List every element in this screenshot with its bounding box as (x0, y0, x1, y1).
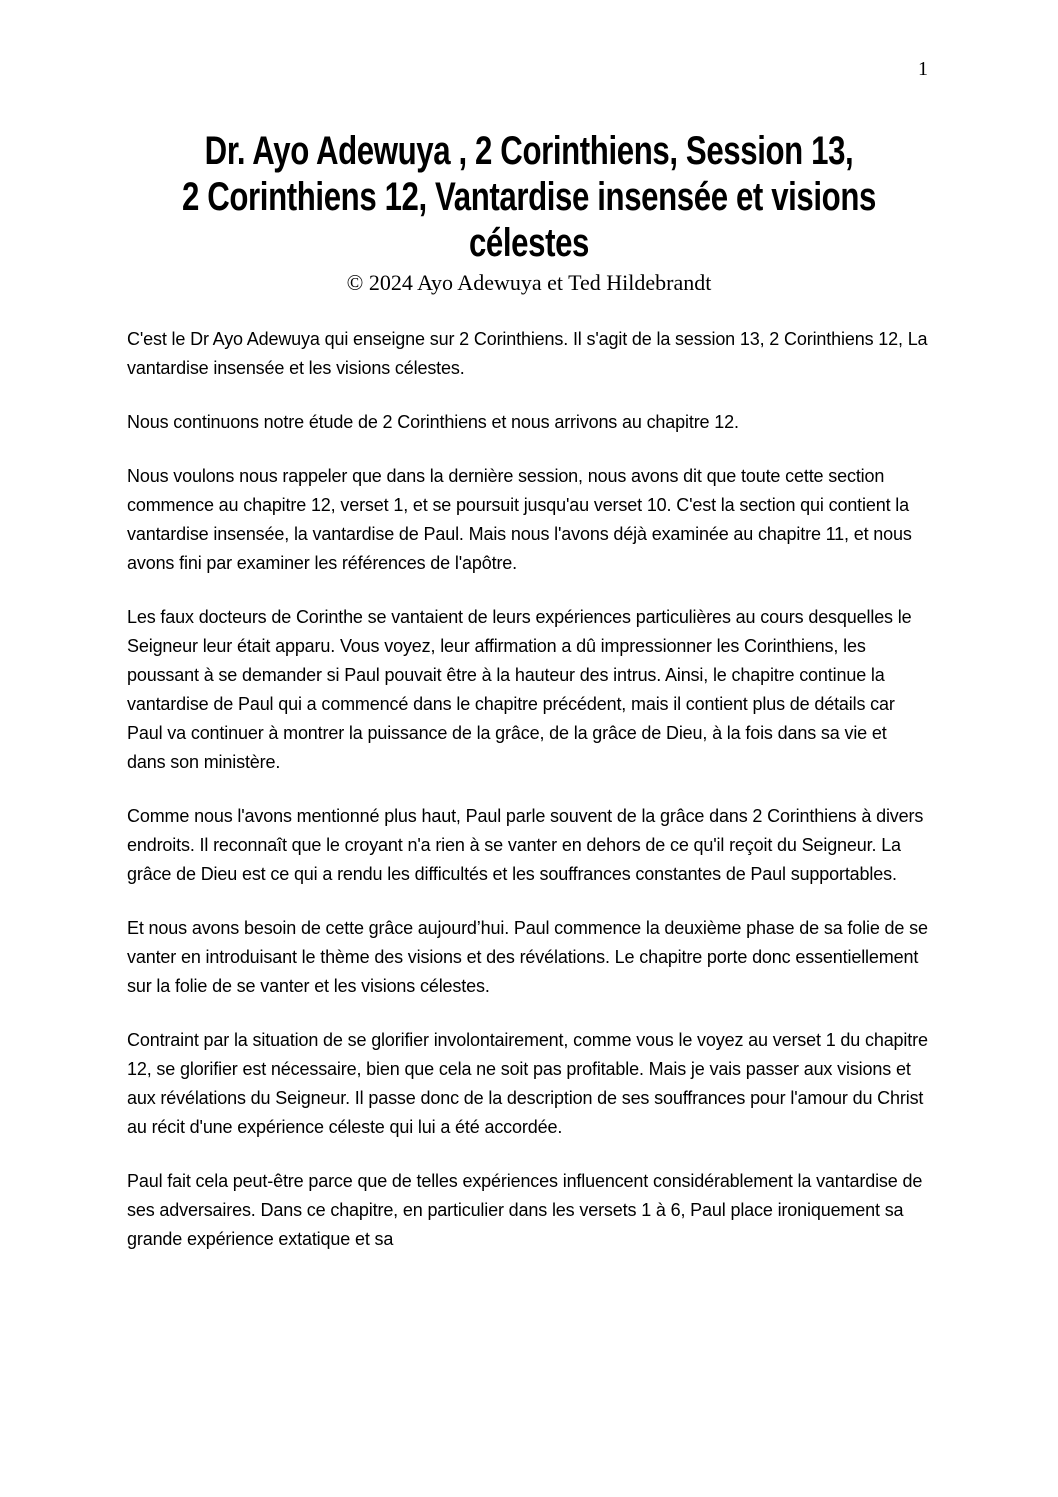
paragraph: Comme nous l'avons mentionné plus haut, Paul parle souvent de la grâce dans 2 Corinthiens à divers endroits. Il reconnaît que le croyant n'a rien à se vanter en dehors de ce qu'il reçoit du Seigneur. La grâce de Dieu est ce qui a rendu les difficultés et les souffrances constantes de Paul supportables. (127, 806, 924, 884)
paragraph: Et nous avons besoin de cette grâce aujourd’hui. Paul commence la deuxième phase de sa folie de se vanter en introduisant le thème des visions et des révélations. Le chapitre porte donc essentiellement sur la folie de se vanter et les visions célestes. (127, 918, 928, 996)
title-line-3: célestes (468, 221, 590, 265)
paragraph: Contraint par la situation de se glorifier involontairement, comme vous le voyez au verset 1 du chapitre 12, se glorifier est nécessaire, bien que cela ne soit pas profitable. Mais je vais passer aux visions et aux révélations du Seigneur. Il passe donc de la description de ses souffrances pour l'amour du Christ au récit d'une expérience céleste qui lui a été accordée. (127, 1030, 928, 1137)
title-line-2: 2 Corinthiens 12, Vantardise insensée et visions (182, 175, 876, 219)
title-line-1: Dr. Ayo Adewuya , 2 Corinthiens, Session 13, (204, 129, 854, 173)
document-title (148, 128, 911, 266)
paragraph: Les faux docteurs de Corinthe se vantaient de leurs expériences particulières au cours desquelles le Seigneur leur était apparu. Vous voyez, leur affirmation a dû impressionner les Corinthiens, les poussant à se demander si Paul pouvait être à la hauteur des intrus. Ainsi, le chapitre continue la vantardise de Paul qui a commencé dans le chapitre précédent, mais il contient plus de détails car Paul va continuer à montrer la puissance de la grâce, de la grâce de Dieu, à la fois dans sa vie et dans son ministère. (127, 607, 912, 772)
document-body (127, 325, 929, 1254)
paragraph: C'est le Dr Ayo Adewuya qui enseigne sur 2 Corinthiens. Il s'agit de la session 13, 2 Corinthiens 12, La vantardise insensée et les visions célestes. (127, 329, 928, 378)
paragraph: Paul fait cela peut-être parce que de telles expériences influencent considérablement la vantardise de ses adversaires. Dans ce chapitre, en particulier dans les versets 1 à 6, Paul place ironiquement sa grande expérience extatique et sa (127, 1171, 923, 1249)
paragraph: Nous continuons notre étude de 2 Corinthiens et nous arrivons au chapitre 12. (127, 412, 739, 432)
copyright-line: © 2024 Ayo Adewuya et Ted Hildebrandt (346, 270, 712, 295)
paragraph: Nous voulons nous rappeler que dans la dernière session, nous avons dit que toute cette section commence au chapitre 12, verset 1, et se poursuit jusqu'au verset 10. C'est la section qui contient la vantardise insensée, la vantardise de Paul. Mais nous l'avons déjà examinée au chapitre 11, et nous avons fini par examiner les références de l'apôtre. (127, 466, 912, 573)
page-number: 1 (918, 58, 928, 80)
